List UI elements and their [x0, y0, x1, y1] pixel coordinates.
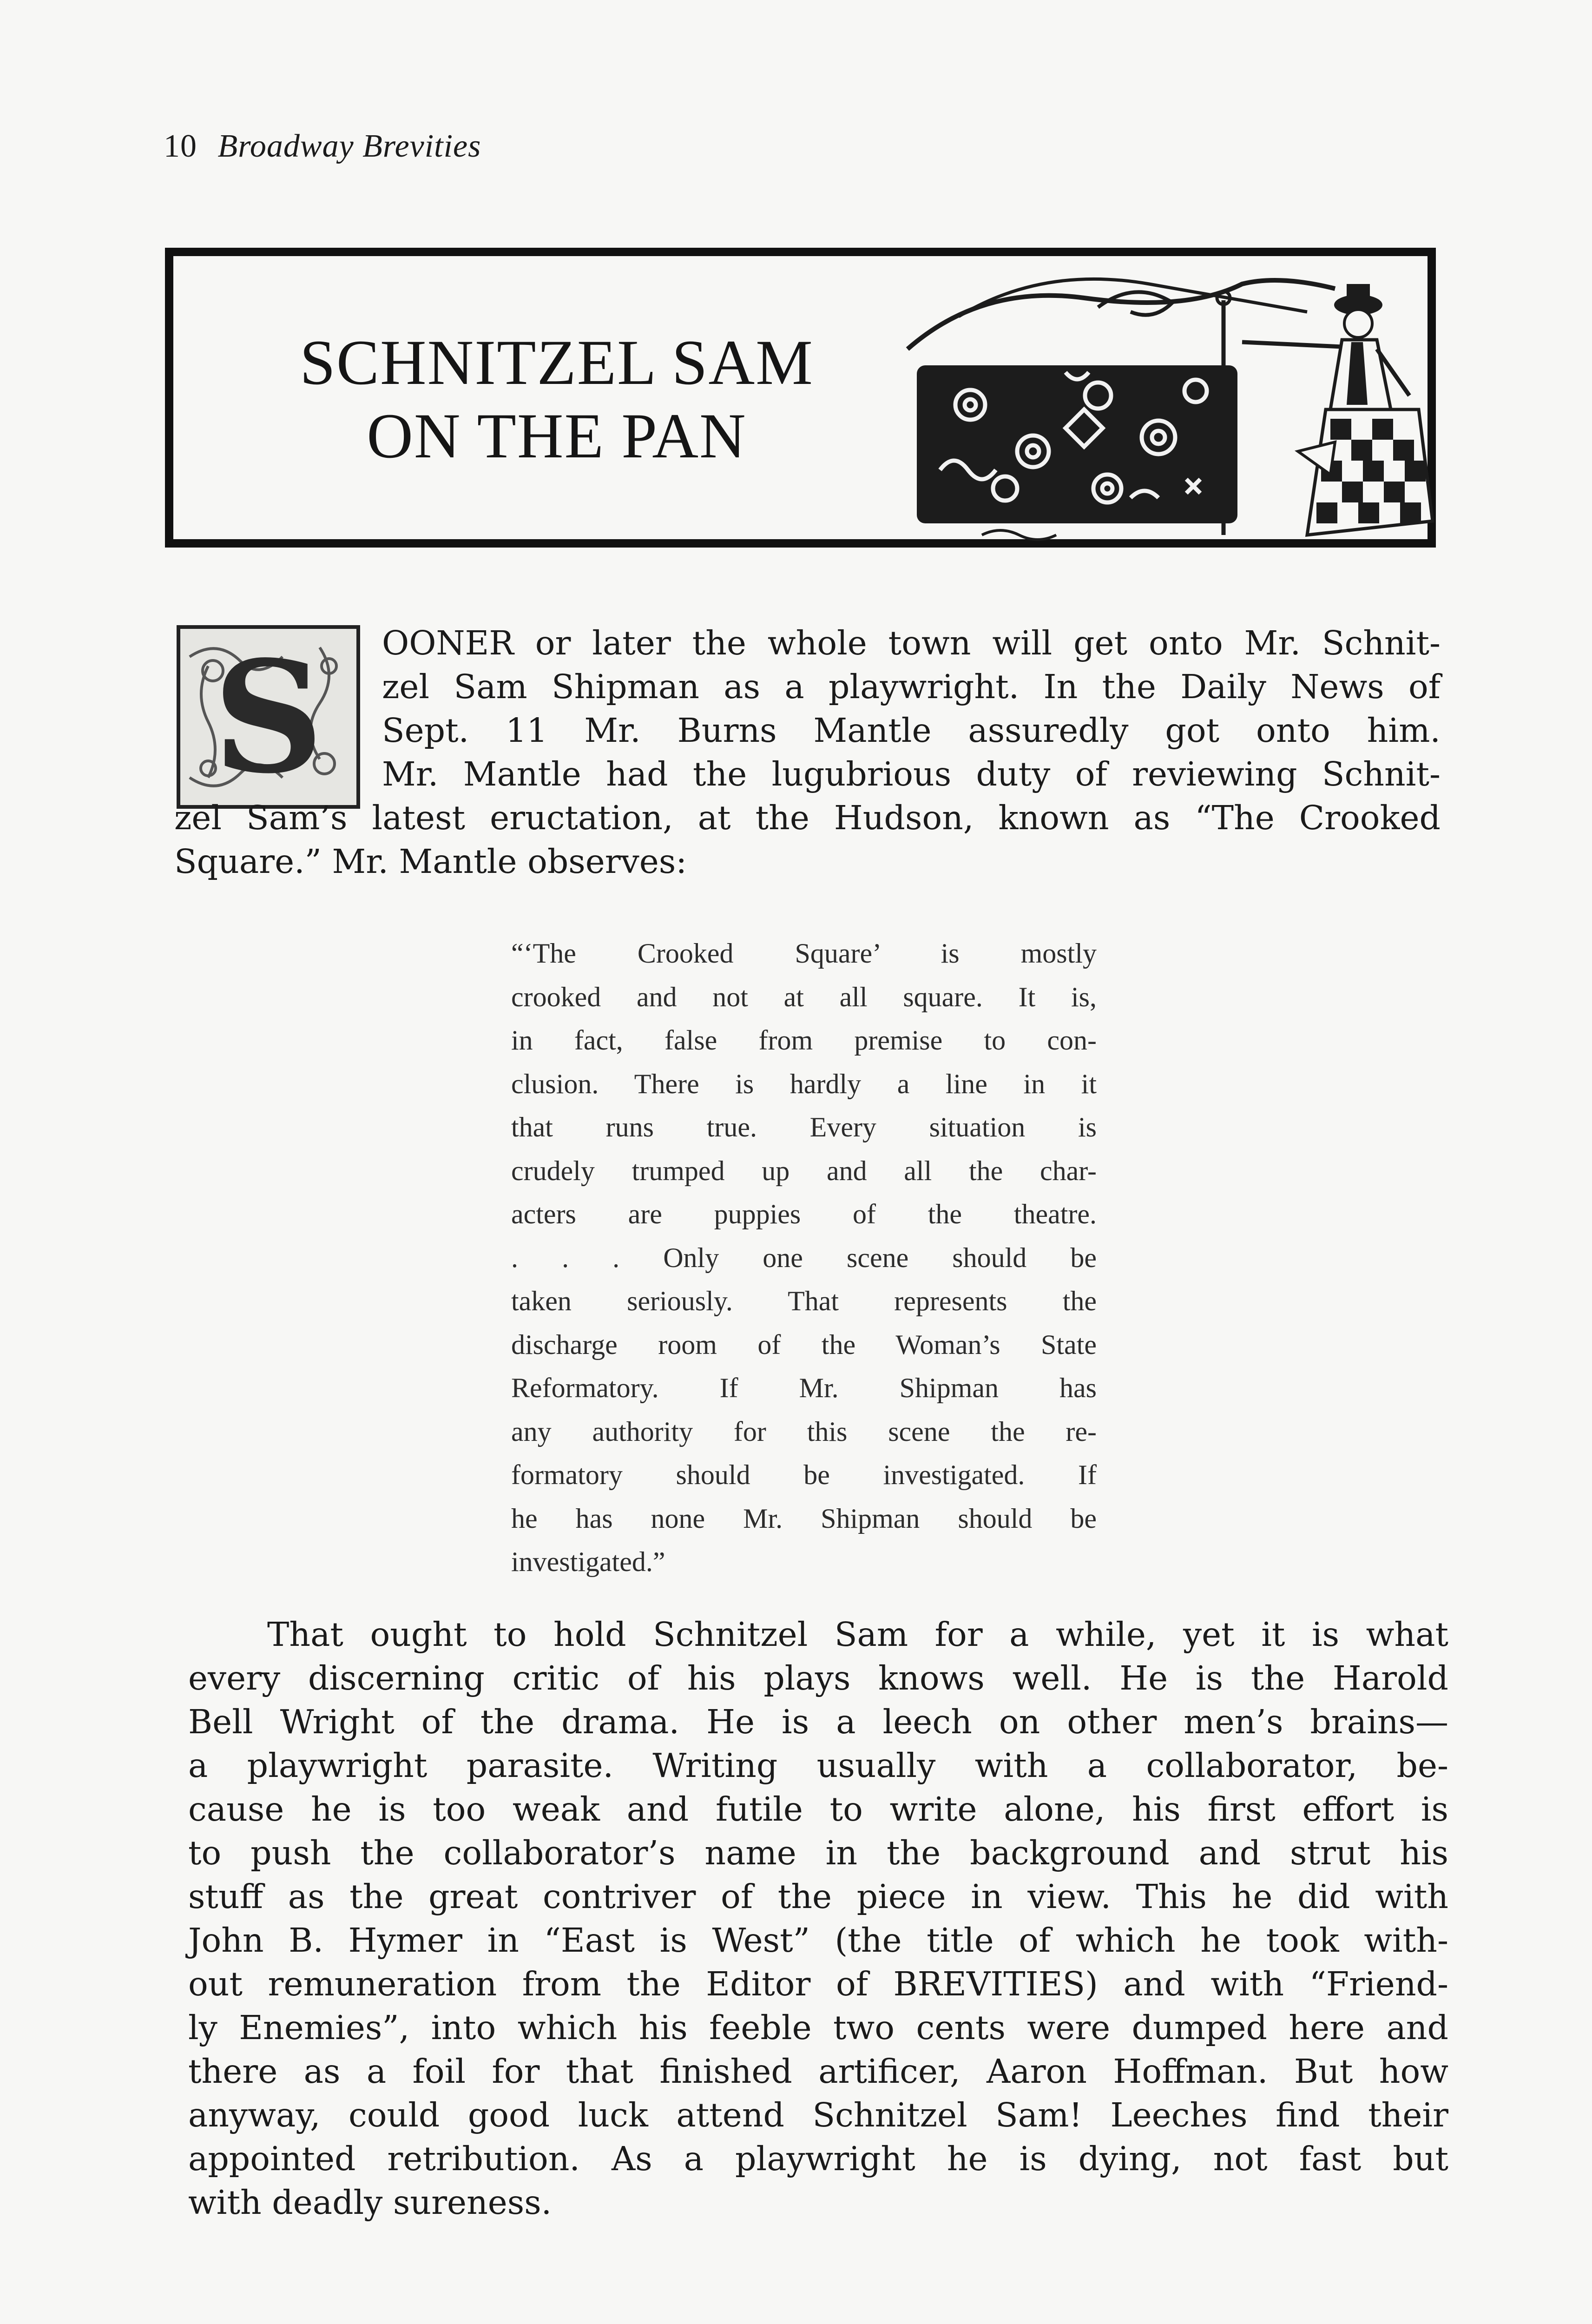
quote-line: any authority for this scene the re-: [511, 1416, 1097, 1447]
text-line: zel Sam Shipman as a playwright. In the Daily News of: [382, 667, 1441, 706]
block-quote: [511, 932, 1097, 1584]
quote-line: clusion. There is hardly a line in it: [511, 1068, 1097, 1099]
banner-illustration: [889, 256, 1437, 548]
text-line: cause he is too weak and futile to write alone, his first effort is: [188, 1790, 1448, 1829]
text-line: John B. Hymer in “East is West” (the title of which he took with-: [188, 1921, 1448, 1960]
article-title-line-2: ON THE PAN: [367, 400, 747, 471]
text-line: That ought to hold Schnitzel Sam for a while, yet it is what: [267, 1615, 1448, 1654]
publication-title: Broadway Brevities: [217, 128, 481, 164]
text-line: appointed retribution. As a playwright he is dying, not fast but: [188, 2139, 1448, 2178]
intro-paragraph-indented: [382, 621, 1441, 796]
artist-signature: [982, 530, 1056, 540]
quote-line: “‘The Crooked Square’ is mostly: [511, 938, 1097, 969]
text-line: Sept. 11 Mr. Burns Mantle assuredly got onto him.: [382, 711, 1441, 750]
text-line: Square.” Mr. Mantle observes:: [174, 842, 687, 881]
title-banner: [165, 248, 1436, 548]
text-line: a playwright parasite. Writing usually with a collaborator, be-: [188, 1746, 1448, 1785]
text-line: out remuneration from the Editor of BREVITIES) and with “Friend-: [188, 1965, 1448, 2003]
text-line: Mr. Mantle had the lugubrious duty of reviewing Schnit-: [382, 755, 1441, 793]
drop-cap: [177, 625, 360, 809]
running-head: [164, 128, 481, 165]
text-line: to push the collaborator’s name in the background and strut his: [188, 1834, 1448, 1872]
text-line: stuff as the great contriver of the piece in view. This he did with: [188, 1877, 1448, 1916]
quote-line: taken seriously. That represents the: [511, 1286, 1097, 1316]
text-line: OONER or later the whole town will get onto Mr. Schnit-: [382, 624, 1441, 662]
quote-line: in fact, false from premise to con-: [511, 1025, 1097, 1056]
drop-cap-letter: S: [213, 627, 324, 807]
text-line: every discerning critic of his plays knows well. He is the Harold: [188, 1659, 1448, 1697]
dancing-figure: [1242, 284, 1433, 535]
text-line: ly Enemies”, into which his feeble two cents were dumped here and: [188, 2008, 1448, 2047]
text-line: zel Sam’s latest eructation, at the Hudson, known as “The Crooked: [174, 799, 1441, 837]
quote-line: crooked and not at all square. It is,: [511, 981, 1097, 1012]
quote-line: investigated.”: [511, 1546, 665, 1577]
quote-line: Reformatory. If Mr. Shipman has: [511, 1373, 1097, 1403]
text-line: anyway, could good luck attend Schnitzel Sam! Leeches find their: [188, 2096, 1448, 2134]
quote-line: that runs true. Every situation is: [511, 1112, 1097, 1142]
article-title: [271, 326, 842, 473]
article-title-line-1: SCHNITZEL SAM: [300, 327, 814, 398]
quote-line: crudely trumped up and all the char-: [511, 1155, 1097, 1186]
page-number: 10: [164, 128, 197, 164]
quote-line: acters are puppies of the theatre.: [511, 1199, 1097, 1229]
quote-line: discharge room of the Woman’s State: [511, 1329, 1097, 1360]
text-line: there as a foil for that finished artificer, Aaron Hoffman. But how: [188, 2052, 1448, 2091]
text-line: with deadly sureness.: [188, 2183, 552, 2222]
text-line: Bell Wright of the drama. He is a leech on other men’s brains—: [188, 1703, 1448, 1741]
closing-paragraph: [188, 1613, 1448, 2225]
quote-line: . . . Only one scene should be: [511, 1242, 1097, 1273]
whip-ribbon: [908, 280, 1335, 349]
quote-line: formatory should be investigated. If: [511, 1459, 1097, 1490]
intro-paragraph-full: [174, 796, 1441, 884]
quote-line: he has none Mr. Shipman should be: [511, 1503, 1097, 1534]
